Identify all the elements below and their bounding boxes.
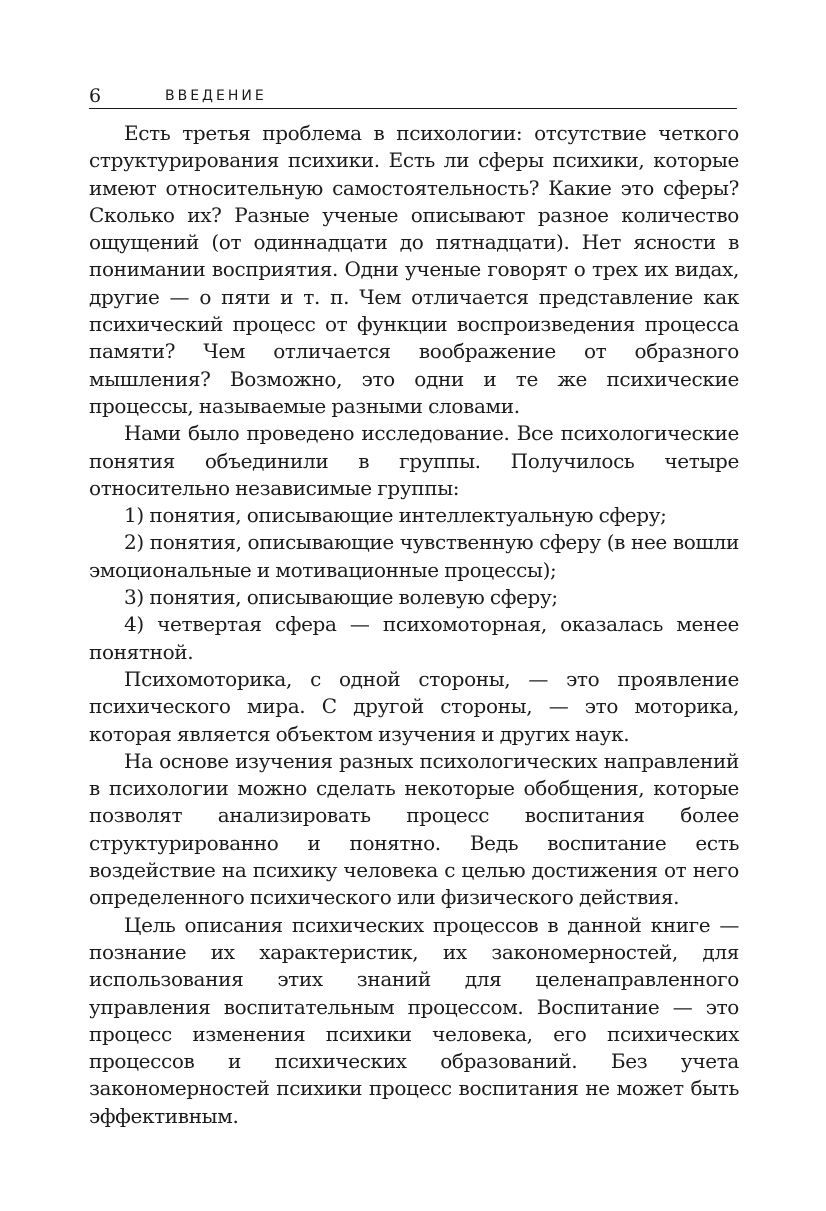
paragraph-book-goal: Цель описания психических процессов в данной книге — познание их характеристик, их закономерностей, для использования этих знаний для целенаправленного управления воспитательным процессом. Воспитание — это процесс изменения психики человека, его психических процессов и психических образований. Без учета закономерностей психики процесс воспитания не может быть эффективным. (89, 912, 739, 1128)
list-item-volitional: 3) понятия, описывающие волевую сферу; (124, 585, 558, 610)
section-title: ВВЕДЕНИЕ (165, 88, 267, 104)
paragraph-generalizations: На основе изучения разных психологических направлений в психологии можно сделать некоторые обобщения, которые позволят анализировать процесс воспитания более структурированно и понятно. Ведь воспитание есть воздействие на психику человека с целью достижения от него определенного психического или физического действия. (89, 748, 739, 910)
list-item-intellectual: 1) понятия, описывающие интеллектуальную сферу; (124, 503, 667, 528)
running-head (89, 84, 737, 109)
body-text (89, 120, 739, 1130)
paragraph-third-problem: Есть третья проблема в психологии: отсутствие четкого структурирования психики. Есть ли сферы психики, которые имеют относительную самостоятельность? Какие это сферы? Сколько их? Разные ученые описывают разное количество ощущений (от одиннадцати до пятнадцати). Нет ясности в понимании восприятия. Одни ученые говорят о трех их видах, другие — о пяти и т. п. Чем отличается представление как психический процесс от функции воспроизведения процесса памяти? Чем отличается воображение от образного мышления? Возможно, это одни и те же психические процессы, называемые разными словами. (89, 121, 739, 418)
list-item-sensory: 2) понятия, описывающие чувственную сферу (в нее вошли эмоциональные и мотивационные процессы); (89, 530, 739, 582)
paragraph-psychomotorics: Психомоторика, с одной стороны, — это проявление психического мира. С другой стороны, — это моторика, которая является объектом изучения и других наук. (89, 666, 739, 746)
list-item-psychomotor: 4) четвертая сфера — психомоторная, оказалась менее понятной. (89, 612, 739, 664)
page-number: 6 (89, 85, 102, 107)
paragraph-research: Нами было проведено исследование. Все психологические понятия объединили в группы. Получилось четыре относительно независимые группы: (89, 421, 739, 500)
